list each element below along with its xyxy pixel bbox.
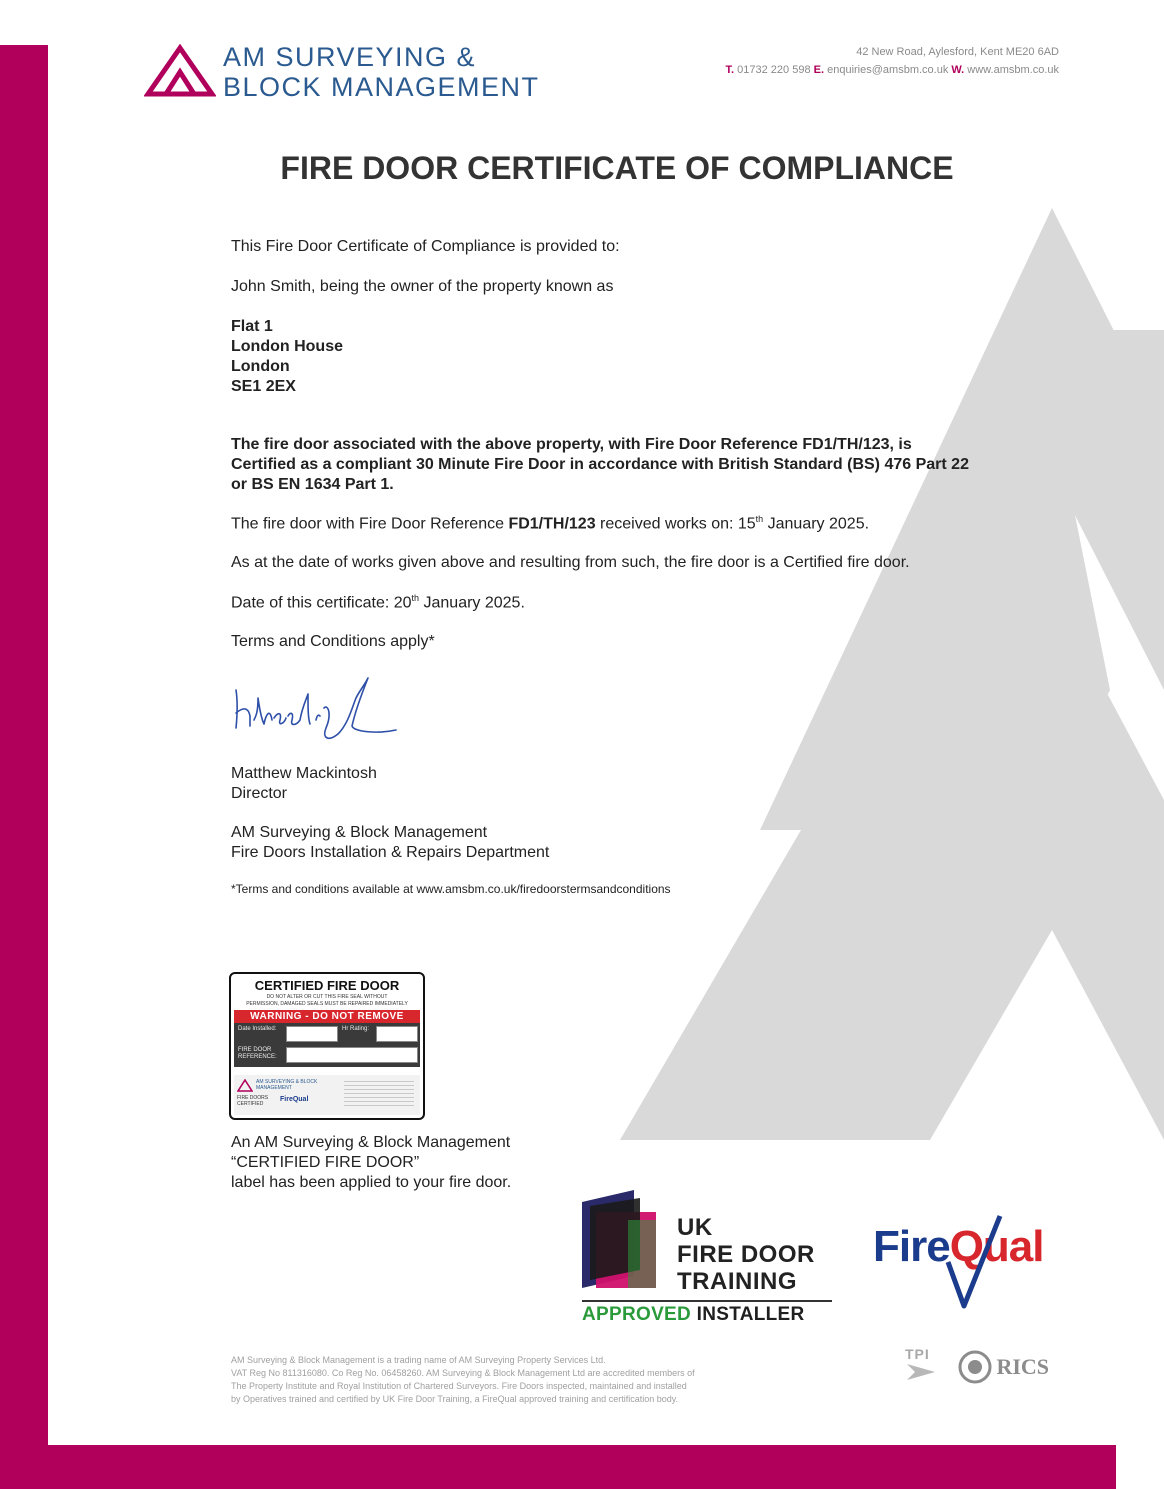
logo-line-1: AM SURVEYING & — [223, 42, 477, 72]
intro-text: This Fire Door Certificate of Compliance is provided to: — [231, 238, 620, 255]
email-link[interactable]: enquiries@amsbm.co.uk — [827, 64, 949, 76]
tpi-mark-icon — [905, 1362, 937, 1382]
hr-rating-field — [376, 1026, 418, 1042]
tpi-logo — [905, 1346, 937, 1387]
caption-line: label has been applied to your fire door. — [231, 1174, 512, 1191]
signatory-role: Director — [231, 785, 288, 802]
works-ordinal: th — [755, 514, 764, 524]
label-card-title: CERTIFIED FIRE DOOR — [254, 978, 400, 993]
address-line: Flat 1 — [231, 318, 273, 335]
signatory-name: Matthew Mackintosh — [231, 765, 377, 782]
certified-text: As at the date of works given above and resulting from such, the fire door is a Certified fire door. — [231, 554, 910, 571]
address-line: London — [231, 358, 290, 375]
statement-line: Certified as a compliant 30 Minute Fire Door in accordance with British Standard (BS) 476 Part 22 — [231, 456, 969, 473]
label-fineprint — [344, 1078, 414, 1108]
firequal-fire: Fire — [873, 1222, 950, 1271]
web-key: W. — [951, 64, 965, 76]
fire-door-ref-label: FIRE DOOR REFERENCE: — [238, 1047, 277, 1060]
ukfdt-line: UK — [677, 1214, 713, 1241]
approved-word: APPROVED — [582, 1304, 692, 1325]
statement-line: The fire door associated with the above property, with Fire Door Reference FD1/TH/123, is — [231, 436, 912, 453]
label-card-small-text: PERMISSION, DAMAGED SEALS MUST BE REPAIRED IMMEDIATELY — [246, 1001, 408, 1007]
terms-note: *Terms and conditions available at www.amsbm.co.uk/firedoorstermsandconditions — [231, 882, 671, 896]
label-card-footer — [234, 1075, 420, 1115]
phone-key: T. — [725, 64, 735, 76]
compliance-statement — [231, 435, 969, 495]
works-date-text — [231, 514, 869, 533]
legal-footer — [231, 1354, 831, 1406]
address-line: London House — [231, 338, 343, 355]
phone-number: 01732 220 598 — [737, 64, 811, 76]
company-logo-icon — [144, 44, 216, 98]
ukfdt-line: TRAINING — [677, 1268, 797, 1295]
hr-rating-label: Hr Rating: — [342, 1026, 370, 1032]
label-caption — [231, 1133, 511, 1193]
terms-apply-text: Terms and Conditions apply* — [231, 633, 435, 650]
tpi-text: TPI — [905, 1346, 930, 1362]
firequal-qual: Qual — [949, 1222, 1044, 1271]
certificate-title: FIRE DOOR CERTIFICATE OF COMPLIANCE — [280, 150, 954, 186]
date-installed-field — [286, 1026, 338, 1042]
label-card-small-text: DO NOT ALTER OR CUT THIS FIRE SEAL WITHOUT — [266, 994, 388, 1000]
mini-logo-text: AM SURVEYING & BLOCK MANAGEMENT — [256, 1079, 318, 1091]
ukfdt-divider — [582, 1300, 832, 1302]
works-suffix: January 2025. — [763, 515, 870, 533]
address-line: SE1 2EX — [231, 378, 296, 395]
certificate-date-text — [231, 593, 525, 612]
company-name: AM Surveying & Block Management — [231, 824, 488, 841]
label-fitted-by: FIRE DOORS CERTIFIED — [237, 1095, 269, 1107]
fire-door-ref-field — [286, 1047, 418, 1063]
director-signature — [228, 668, 398, 748]
footer-line: VAT Reg No 811316080. Co Reg No. 06458260. AM Surveying & Block Management Ltd are accredited members of — [231, 1368, 695, 1378]
ukfdt-wordmark — [677, 1214, 815, 1295]
footer-line: by Operatives trained and certified by UK Fire Door Training, a FireQual approved training and certification body. — [231, 1394, 679, 1404]
statement-line: or BS EN 1634 Part 1. — [231, 476, 394, 493]
mini-logo-icon — [237, 1079, 253, 1092]
ukfdt-line: FIRE DOOR — [677, 1241, 815, 1268]
contact-block — [726, 43, 1059, 79]
company-block — [231, 823, 549, 863]
signatory-block — [231, 764, 377, 804]
installer-word: INSTALLER — [691, 1304, 805, 1325]
rics-text: RICS — [996, 1354, 1050, 1379]
rics-logo — [958, 1350, 1049, 1384]
mini-firequal-logo: FireQual — [280, 1096, 309, 1103]
company-logo-text — [223, 42, 540, 102]
works-mid: received works on: 15 — [595, 515, 756, 533]
logo-line-2: BLOCK MANAGEMENT — [223, 72, 540, 102]
firequal-check-icon — [944, 1214, 1004, 1314]
footer-line: AM Surveying & Block Management is a trading name of AM Surveying Property Services Ltd. — [231, 1355, 606, 1365]
label-card-fields — [234, 1023, 420, 1067]
caption-line: An AM Surveying & Block Management — [231, 1134, 511, 1151]
date-prefix: Date of this certificate: 20 — [231, 594, 412, 612]
property-address — [231, 317, 343, 397]
caption-line: “CERTIFIED FIRE DOOR” — [231, 1154, 420, 1171]
date-ordinal: th — [411, 593, 420, 603]
website-link[interactable]: www.amsbm.co.uk — [967, 64, 1059, 76]
department-name: Fire Doors Installation & Repairs Department — [231, 844, 550, 861]
date-installed-label: Date Installed: — [238, 1026, 277, 1032]
email-key: E. — [813, 64, 825, 76]
uk-fire-door-training-icon — [582, 1190, 662, 1290]
approved-installer-text — [582, 1304, 805, 1326]
footer-line: The Property Institute and Royal Institution of Chartered Surveyors. Fire Doors inspected, maintained and installed — [231, 1381, 687, 1391]
contact-address: 42 New Road, Aylesford, Kent ME20 6AD — [856, 46, 1059, 58]
rics-lion-icon — [958, 1350, 992, 1384]
date-suffix: January 2025. — [419, 594, 525, 612]
certified-fire-door-label — [229, 972, 425, 1120]
works-prefix: The fire door with Fire Door Reference — [231, 515, 509, 533]
label-card-warning: WARNING - DO NOT REMOVE — [234, 1010, 420, 1023]
owner-text: John Smith, being the owner of the property known as — [231, 278, 614, 295]
fire-door-reference: FD1/TH/123 — [508, 515, 596, 533]
